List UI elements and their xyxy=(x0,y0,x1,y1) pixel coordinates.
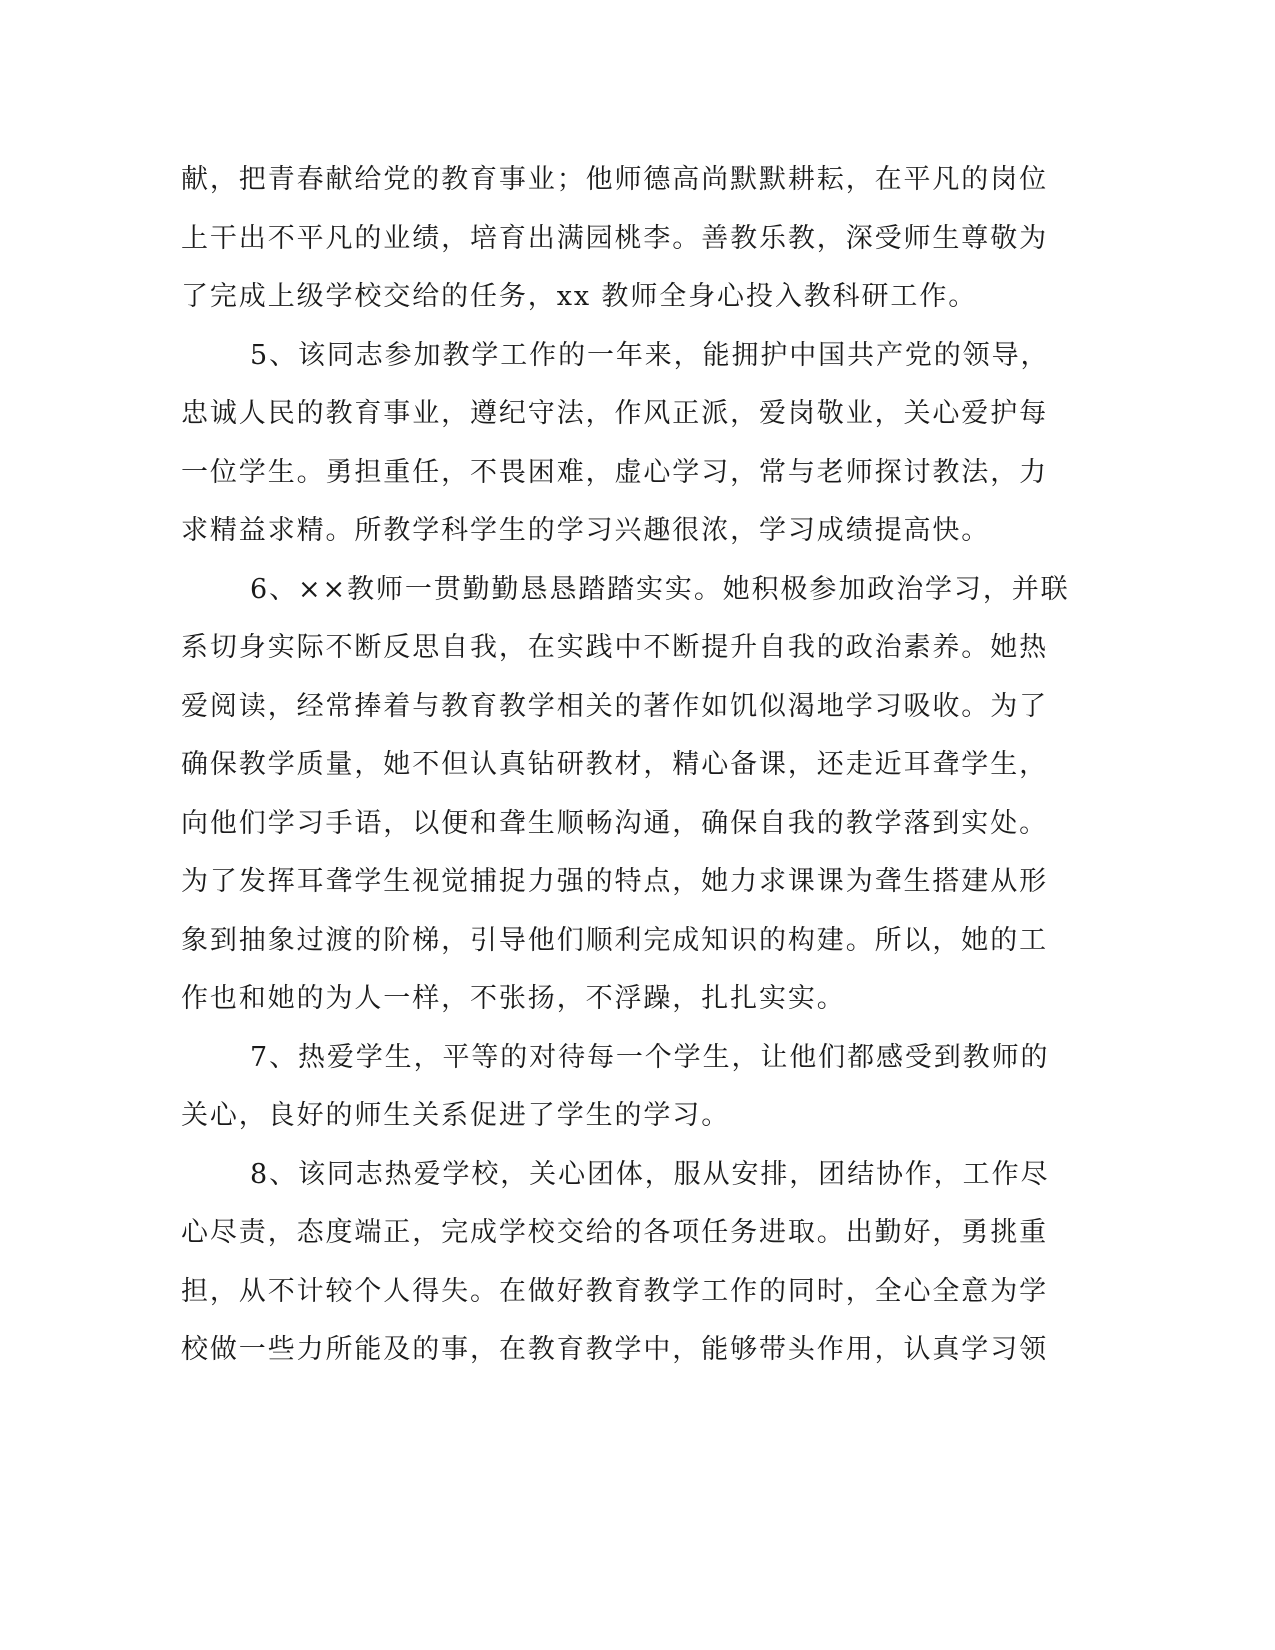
text-line: 关心，良好的师生关系促进了学生的学习。 xyxy=(181,1100,731,1131)
text-line: 向他们学习手语，以便和聋生顺畅沟通，确保自我的教学落到实处。 xyxy=(181,808,1048,839)
text-line: 为了发挥耳聋学生视觉捕捉力强的特点，她力求课课为聋生搭建从形 xyxy=(181,866,1048,897)
text-line: 忠诚人民的教育事业，遵纪守法，作风正派，爱岗敬业，关心爱护每 xyxy=(181,398,1048,429)
text-line: 系切身实际不断反思自我，在实践中不断提升自我的政治素养。她热 xyxy=(181,632,1048,663)
paragraph-6-start: 6、××教师一贯勤勤恳恳踏踏实实。她积极参加政治学习，并联 xyxy=(250,574,1070,605)
text-line: 献，把青春献给党的教育事业；他师德高尚默默耕耘，在平凡的岗位 xyxy=(181,164,1048,195)
text-line: 心尽责，态度端正，完成学校交给的各项任务进取。出勤好，勇挑重 xyxy=(181,1217,1048,1248)
text-line: 了完成上级学校交给的任务，xx 教师全身心投入教科研工作。 xyxy=(181,281,978,312)
text-line: 一位学生。勇担重任，不畏困难，虚心学习，常与老师探讨教法，力 xyxy=(181,457,1048,488)
text-line: 确保教学质量，她不但认真钻研教材，精心备课，还走近耳聋学生， xyxy=(181,749,1048,780)
text-line: 校做一些力所能及的事，在教育教学中，能够带头作用，认真学习领 xyxy=(181,1334,1048,1365)
text-line: 上干出不平凡的业绩，培育出满园桃李。善教乐教，深受师生尊敬为 xyxy=(181,223,1048,254)
text-line: 求精益求精。所教学科学生的学习兴趣很浓，学习成绩提高快。 xyxy=(181,515,991,546)
paragraph-7-start: 7、热爱学生，平等的对待每一个学生，让他们都感受到教师的 xyxy=(250,1042,1050,1073)
text-line: 作也和她的为人一样，不张扬，不浮躁，扎扎实实。 xyxy=(181,983,846,1014)
text-line: 担，从不计较个人得失。在做好教育教学工作的同时，全心全意为学 xyxy=(181,1276,1048,1307)
paragraph-5-start: 5、该同志参加教学工作的一年来，能拥护中国共产党的领导， xyxy=(250,340,1050,371)
paragraph-8-start: 8、该同志热爱学校，关心团体，服从安排，团结协作，工作尽 xyxy=(250,1159,1050,1190)
text-line: 爱阅读，经常捧着与教育教学相关的著作如饥似渴地学习吸收。为了 xyxy=(181,691,1048,722)
text-line: 象到抽象过渡的阶梯，引导他们顺利完成知识的构建。所以，她的工 xyxy=(181,925,1048,956)
